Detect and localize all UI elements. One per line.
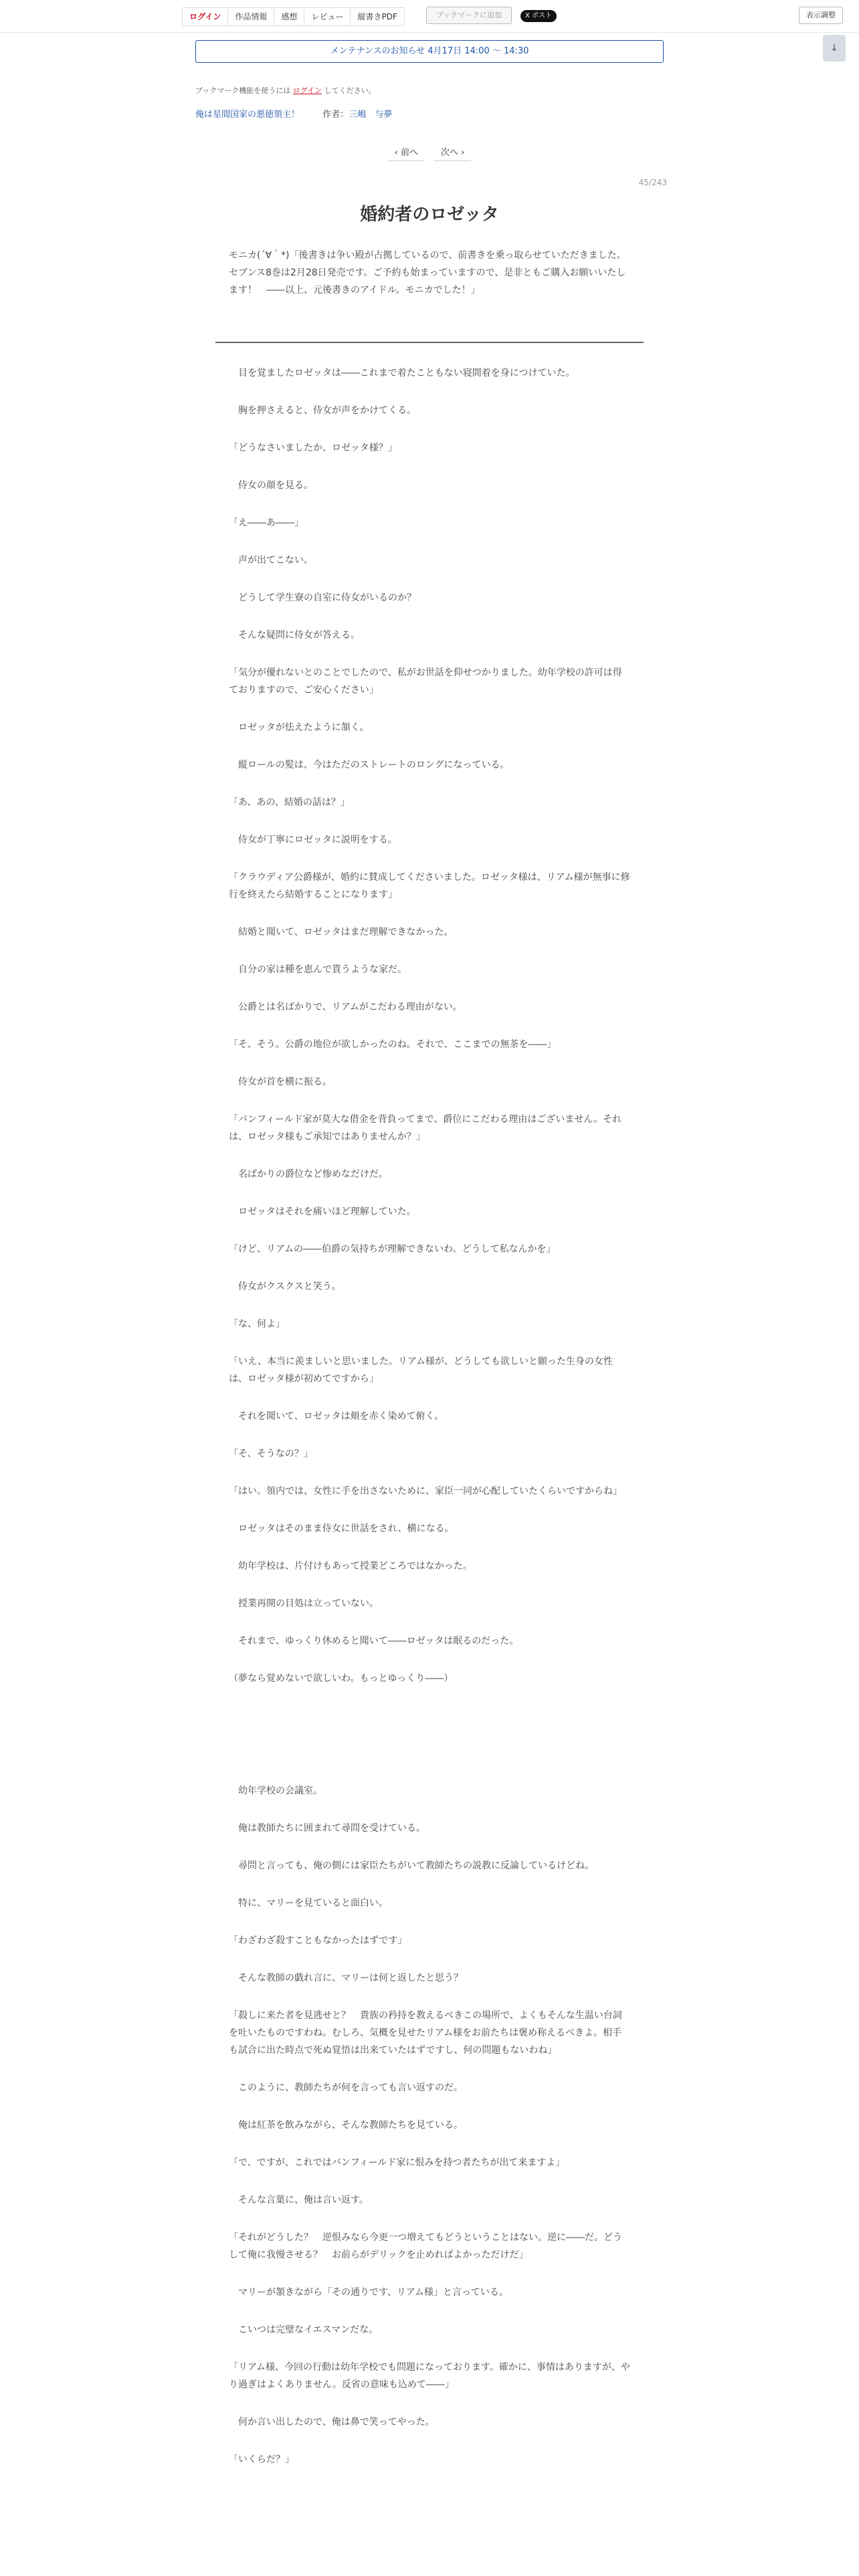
- author-label: 作者：: [322, 110, 349, 120]
- body-line: 「そ、そうなの？」: [229, 1448, 313, 1459]
- body-line: 「バンフィールド家が莫大な借金を背負ってまで、爵位にこだわる理由はございません。それは、ロゼッタ様もご承知ではありませんか？」: [229, 1114, 622, 1142]
- body-line: 侍女が首を横に振る。: [229, 1077, 332, 1087]
- vertical-pdf-link[interactable]: 縦書きPDF: [357, 12, 397, 21]
- display-settings-button[interactable]: 表示調整: [799, 7, 843, 24]
- author-link[interactable]: 三嶋 与夢: [349, 110, 393, 120]
- body-line: 「殺しに来た者を見逃せと？ 貴族の矜持を教えるべきこの場所で、よくもそんな生温い台詞を吐いたものですわね。むしろ、気概を見せたリアム様をお前たちは褒め称えるべきよ。相手も試合に出た時点で死ぬ覚悟は出来ていたはずですし、何の問題もないわね」: [229, 2010, 622, 2056]
- body-line: 「それがどうした？ 逆恨みなら今更一つ増えてもどうということはない。逆に――だ。どうして俺に我慢させる？ お前らがデリックを止めればよかっただけだ」: [229, 2232, 622, 2260]
- body-line: 「わざわざ殺すこともなかったはずです」: [229, 1935, 407, 1946]
- body-line: [229, 1707, 630, 1725]
- body-line: 「そ、そう。公爵の地位が欲しかったのね。それで、ここまでの無茶を――」: [229, 1039, 557, 1050]
- body-line: 「どうなさいましたか、ロゼッタ様？」: [229, 443, 397, 453]
- body-line: 「クラウディア公爵様が、婚約に賛成してくださいました。ロゼッタ様は、リアム様が無事に修行を終えたら結婚することになります」: [229, 872, 630, 900]
- preface-divider: [215, 342, 644, 343]
- body-line: 名ばかりの爵位など惨めなだけだ。: [229, 1169, 388, 1180]
- body-line: こいつは完璧なイエスマンだな。: [229, 2325, 379, 2335]
- series-title-link[interactable]: 俺は星間国家の悪徳領主！: [195, 110, 300, 120]
- body-line: 「はい。領内では、女性に手を出さないために、家臣一同が心配していたくらいですからね」: [229, 1486, 622, 1497]
- preface-text: モニカ(´∀｀*)「後書きは争い殿が占拠しているので、前書きを乗っ取らせていただきました。セブンス8巻は2月28日発売です。ご予約も始まっていますので、是非ともご購入お願いいたします！ ――以上、元後書きのアイドル。モニカでした！」: [229, 250, 626, 296]
- body-line: 「え――あ――」: [229, 518, 304, 528]
- body-line: 目を覚ましたロゼッタは――これまで着たこともない寝間着を身につけていた。: [229, 368, 575, 379]
- body-line: 胸を押さえると、侍女が声をかけてくる。: [229, 405, 416, 416]
- body-line: 侍女が丁寧にロゼッタに説明をする。: [229, 835, 397, 845]
- body-line: 自分の家は種を恵んで貰うような家だ。: [229, 964, 407, 975]
- chapter-title: 婚約者のロゼッタ: [360, 205, 499, 225]
- novel-info-link[interactable]: 作品情報: [228, 8, 274, 25]
- bookmark-note-text: ブックマーク機能を使うには: [195, 86, 293, 95]
- body-line: それまで、ゆっくり休めると聞いて――ロゼッタは眠るのだった。: [229, 1636, 519, 1646]
- body-line: ロゼッタはそれを痛いほど理解していた。: [229, 1206, 416, 1217]
- body-line: 「気分が優れないとのことでしたので、私がお世話を仰せつかりました。幼年学校の許可は得ておりますので、ご安心ください」: [229, 667, 622, 695]
- body-line: 「な、何よ」: [229, 1319, 285, 1329]
- body-line: そんな教師の戯れ言に、マリーは何と返したと思う？: [229, 1973, 463, 1983]
- body-line: 授業再開の目処は立っていない。: [229, 1598, 379, 1609]
- body-line: 特に、マリーを見ていると面白い。: [229, 1898, 388, 1909]
- novel-body: [229, 364, 630, 2488]
- body-line: このように、教師たちが何を言っても言い返すのだ。: [229, 2082, 463, 2093]
- body-line: 「いくらだ？」: [229, 2454, 294, 2465]
- bookmark-login-note: [195, 85, 376, 96]
- series-info: [195, 107, 392, 120]
- body-line: 「けど、リアムの――伯爵の気持ちが理解できないわ。どうして私なんかを」: [229, 1244, 556, 1255]
- body-line: 「で、ですが、これではバンフィールド家に恨みを持つ者たちが出て来ますよ」: [229, 2157, 565, 2168]
- body-line: 何か言い出したので、俺は鼻で笑ってやった。: [229, 2417, 435, 2428]
- body-line: 尋問と言っても、俺の側には家臣たちがいて教師たちの説教に反論しているけどね。: [229, 1860, 594, 1871]
- body-line: マリーが頷きながら「その通りです、リアム様」と言っている。: [229, 2287, 508, 2298]
- body-line: ロゼッタはそのまま侍女に世話をされ、横になる。: [229, 1523, 454, 1534]
- add-bookmark-button[interactable]: ブックマークに追加: [426, 7, 512, 24]
- body-line: 縦ロールの髪は、今はただのストレートのロングになっている。: [229, 760, 510, 770]
- body-line: 俺は紅茶を飲みながら、そんな教師たちを見ている。: [229, 2120, 463, 2131]
- scroll-down-button[interactable]: [823, 35, 846, 62]
- body-line: どうして学生寮の自室に侍女がいるのか？: [229, 593, 416, 603]
- pager: [0, 146, 859, 161]
- body-line: 幼年学校は、片付けもあって授業どころではなかった。: [229, 1561, 472, 1572]
- body-line: 侍女の顔を見る。: [229, 480, 313, 491]
- body-line: 声が出てこない。: [229, 555, 313, 566]
- bookmark-login-link[interactable]: ログイン: [292, 86, 322, 95]
- next-episode-link[interactable]: 次へ ›: [434, 146, 471, 161]
- impressions-link[interactable]: 感想: [274, 8, 304, 25]
- body-line: 「いえ、本当に羨ましいと思いました。リアム様が、どうしても欲しいと願った生身の女性は、ロゼッタ様が初めてですから」: [229, 1356, 613, 1384]
- arrow-down-icon: ↓: [830, 43, 838, 53]
- body-line: ロゼッタが怯えたように頷く。: [229, 722, 369, 733]
- body-line: そんな疑問に侍女が答える。: [229, 630, 360, 641]
- body-line: （夢なら覚めないで欲しいわ。もっとゆっくり――）: [229, 1673, 454, 1684]
- body-line: [229, 1745, 630, 1762]
- body-line: 「あ、あの、結婚の話は？」: [229, 797, 350, 808]
- review-link[interactable]: レビュー: [304, 8, 351, 25]
- body-line: 侍女がクスクスと笑う。: [229, 1281, 341, 1292]
- header-nav: [182, 7, 405, 26]
- prev-episode-link[interactable]: ‹ 前へ: [388, 146, 425, 161]
- body-line: 「リアム様、今回の行動は幼年学校でも問題になっております。確かに、事情はありますが、やり過ぎはよくありません。反省の意味も込めて――」: [229, 2362, 630, 2390]
- top-bar: [0, 0, 859, 33]
- body-line: そんな言葉に、俺は言い返す。: [229, 2195, 369, 2206]
- page-number: 45/243: [638, 178, 667, 187]
- login-link[interactable]: ログイン: [183, 8, 228, 25]
- body-line: 公爵とは名ばかりで、リアムがこだわる理由がない。: [229, 1002, 462, 1012]
- body-line: 結婚と聞いて、ロゼッタはまだ理解できなかった。: [229, 927, 454, 938]
- maintenance-notice-link[interactable]: メンテナンスのお知らせ 4月17日 14:00 ～ 14:30: [195, 40, 664, 63]
- x-share-button[interactable]: X ポスト: [520, 10, 557, 22]
- body-line: 幼年学校の会議室。: [229, 1786, 322, 1796]
- body-line: 俺は教師たちに囲まれて尋問を受けている。: [229, 1823, 425, 1834]
- body-line: それを聞いて、ロゼッタは頬を赤く染めて俯く。: [229, 1411, 444, 1422]
- bookmark-note-suffix: してください。: [322, 86, 376, 95]
